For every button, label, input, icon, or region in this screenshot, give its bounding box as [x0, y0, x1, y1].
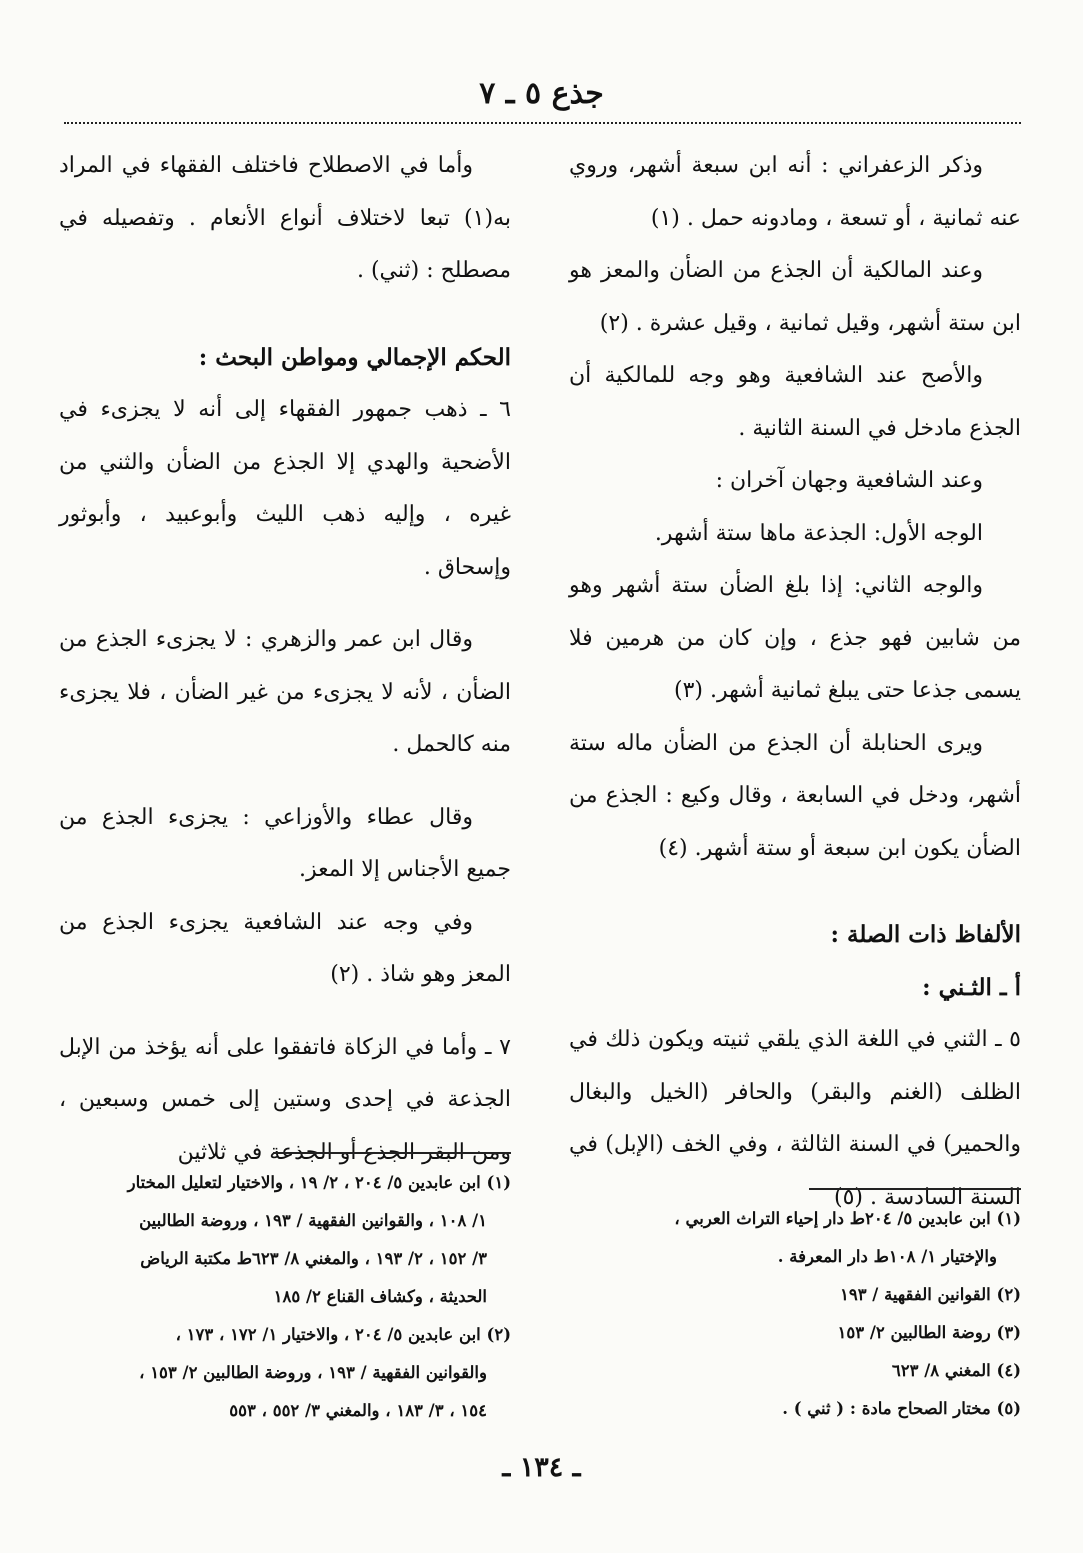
footnote: (٢) ابن عابدين ٥/ ٢٠٤ ، والاختيار ١/ ١٧٢ ، ١٧٣ ، [175, 1325, 511, 1344]
footnote: (٣) روضة الطالبين ٢/ ١٥٣ [837, 1323, 1021, 1342]
paragraph: ويرى الحنابلة أن الجذع من الضأن ماله ستة أشهر، ودخل في السابعة ، وقال وكيع : الجذع من الضأن يكون ابن سبعة أو ستة أشهر. (٤) [569, 730, 1021, 861]
footnote: (٤) المغني ٨/ ٦٢٣ [891, 1361, 1021, 1380]
footnote: (٢) القوانين الفقهية / ١٩٣ [839, 1285, 1021, 1304]
right-column [569, 140, 1021, 1224]
running-header: جذع ٥ ـ ٧ [479, 76, 604, 111]
paragraph: وقال عطاء والأوزاعي : يجزىء الجذع من جميع الأجناس إلا المعز. [59, 804, 511, 882]
footnote-continuation: والقوانين الفقهية / ١٩٣ ، وروضة الطالبين ٢/ ١٥٣ ، [139, 1363, 487, 1382]
subsection-heading: أ ـ الثـني : [922, 973, 1021, 1001]
paragraph: والأصح عند الشافعية وهو وجه للمالكية أن الجذع مادخل في السنة الثانية . [569, 363, 1021, 441]
paragraph: وعند الشافعية وجهان آخران : [715, 468, 983, 493]
paragraph: ٦ ـ ذهب جمهور الفقهاء إلى أنه لا يجزىء في الأضحية والهدي إلا الجذع من الضأن والثني من غيره ، وإليه ذهب الليث وأبوعبيد ، وأبوثور وإسحاق . [59, 397, 511, 580]
section-heading: الألفاظ ذات الصلة : [830, 921, 1021, 948]
footnotes-right [561, 1200, 1021, 1428]
paragraph: والوجه الثاني: إذا بلغ الضأن ستة أشهر وهو من شابين فهو جذع ، وإن كان من هرمين فلا يسمى جذعا حتى يبلغ ثمانية أشهر. (٣) [569, 573, 1021, 703]
section-heading: الحكم الإجمالي ومواطن البحث : [198, 343, 511, 371]
paragraph: وذكر الزعفراني : أنه ابن سبعة أشهر، وروي عنه ثمانية ، أو تسعة ، ومادونه حمل . (١) [569, 153, 1021, 231]
header-dotted-rule [64, 122, 1021, 124]
footnote-continuation: الحديثة ، وكشاف القناع ٢/ ١٨٥ [273, 1287, 487, 1306]
paragraph: وأما في الاصطلاح فاختلف الفقهاء في المراد به(١) تبعا لاختلاف أنواع الأنعام . وتفصيله في مصطلح : (ثني) . [59, 153, 511, 283]
footnote-continuation: ١/ ١٠٨ ، والقوانين الفقهية / ١٩٣ ، وروضة الطالبين [139, 1211, 487, 1230]
left-column [59, 140, 511, 1179]
footnote-continuation: ١٥٤ ، ٣/ ١٨٣ ، والمغني ٣/ ٥٥٢ ، ٥٥٣ [229, 1401, 487, 1420]
footnote: (١) ابن عابدين ٥/ ٢٠٤ط دار إحياء التراث العربي ، [674, 1209, 1021, 1228]
footnote-continuation: والإختيار ١/ ١٠٨ط دار المعرفة . [777, 1247, 997, 1266]
page-number: ـ ١٣٤ ـ [502, 1452, 581, 1483]
paragraph: وفي وجه عند الشافعية يجزىء الجذع من المعز وهو شاذ . (٢) [59, 909, 511, 987]
paragraph: ٥ ـ الثني في اللغة الذي يلقي ثنيته ويكون ذلك في الظلف (الغنم والبقر) والحافر (الخيل والبغال والحمير) في السنة الثالثة ، وفي الخف (الإبل) في السنة السادسة . (٥) [569, 1027, 1021, 1210]
footnote-continuation: ٣/ ١٥٢ ، ٢/ ١٩٣ ، والمغني ٨/ ٦٢٣ط مكتبة الرياض [140, 1249, 487, 1268]
footnotes-left [41, 1164, 511, 1430]
footnote: (١) ابن عابدين ٥/ ٢٠٤ ، ٢/ ١٩ ، والاختيار لتعليل المختار [127, 1173, 511, 1192]
footnote-rule [809, 1188, 1021, 1190]
paragraph: وقال ابن عمر والزهري : لا يجزىء الجذع من الضأن ، لأنه لا يجزىء من غير الضأن ، فلا يجزىء منه كالحمل . [59, 627, 511, 757]
paragraph: الوجه الأول: الجذعة ماها ستة أشهر. [654, 520, 983, 546]
paragraph: ٧ ـ وأما في الزكاة فاتفقوا على أنه يؤخذ من الإبل الجذعة في إحدى وستين إلى خمس وسبعين ، ومن البقر الجذع أو الجذعة في ثلاثين [59, 1034, 511, 1165]
footnote: (٥) مختار الصحاح مادة : ( ثني ) . [782, 1399, 1021, 1418]
paragraph: وعند المالكية أن الجذع من الضأن والمعز هو ابن ستة أشهر، وقيل ثمانية ، وقيل عشرة . (٢) [569, 258, 1021, 336]
footnote-rule [273, 1152, 511, 1154]
